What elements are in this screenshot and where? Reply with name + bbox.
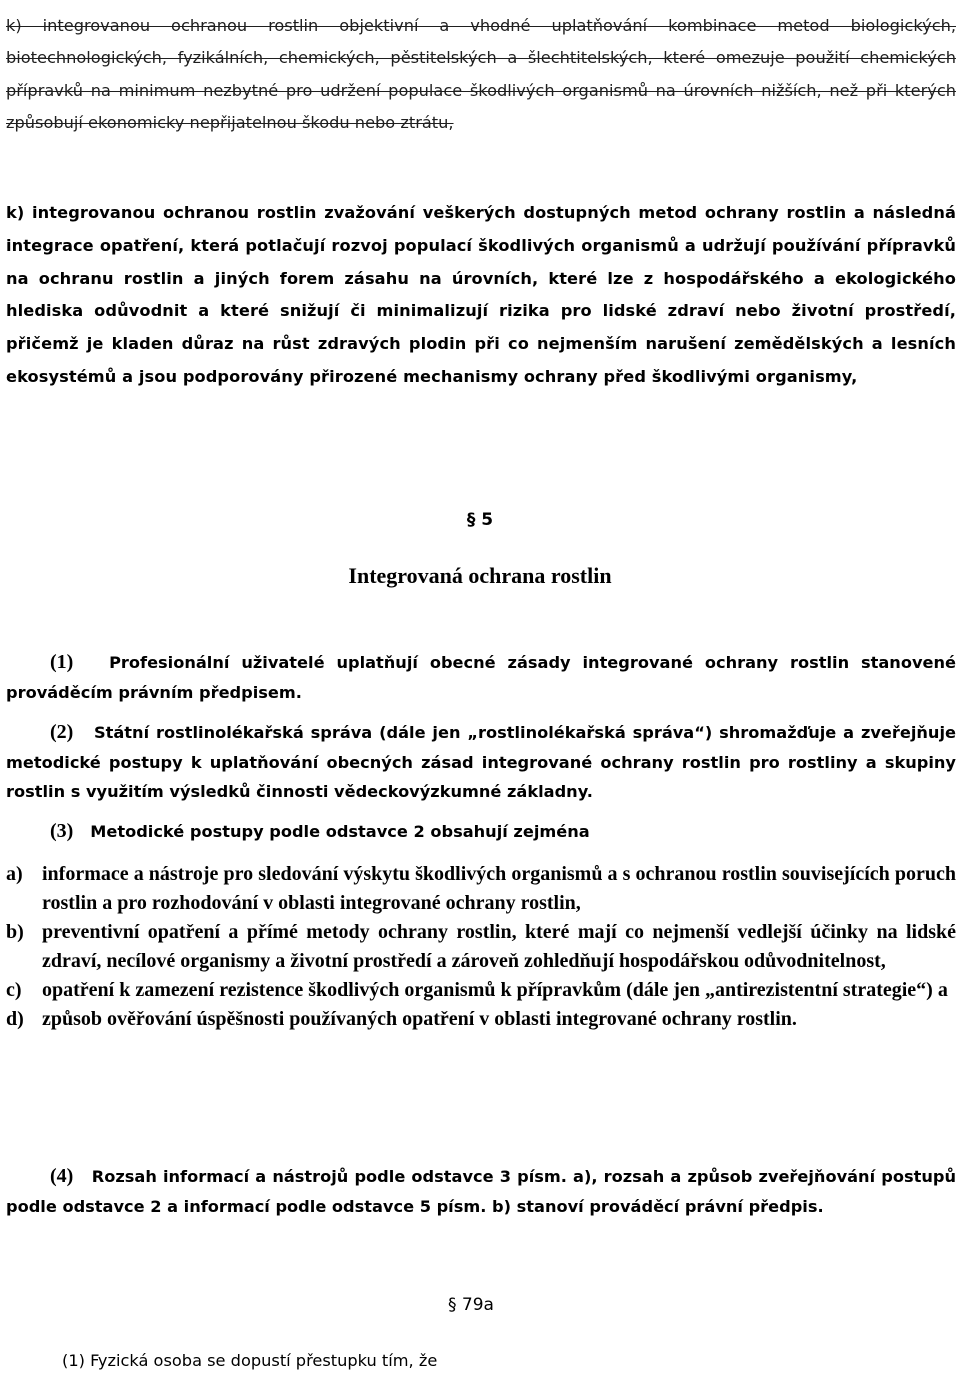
- paragraph-number: (1): [62, 1351, 85, 1370]
- paragraph-number: (2): [50, 721, 74, 743]
- list-item: [6, 918, 956, 976]
- item-letter: a): [6, 863, 23, 885]
- paragraph-text: Fyzická osoba se dopustí přestupku tím, že: [90, 1351, 438, 1370]
- item-letter: c): [6, 979, 22, 1001]
- item-text: preventivní opatření a přímé metody ochrany rostlin, které mají co nejmenší vedlejší účinky na lidské zdraví, necílové organismy a životní prostředí a zároveň zohledňují hospodářskou odůvodnitelnost,: [42, 921, 956, 972]
- list-item: [6, 860, 956, 918]
- item-letter: d): [6, 1008, 24, 1030]
- list-item: [6, 1005, 956, 1034]
- section-5-mark: § 5: [466, 510, 494, 530]
- paragraph-number: (1): [50, 651, 74, 673]
- paragraph-2: [6, 718, 956, 807]
- item-text: způsob ověřování úspěšnosti používaných opatření v oblasti integrované ochrany rostlin.: [42, 1008, 797, 1030]
- paragraph-number: (3): [50, 820, 74, 842]
- item-letter: b): [6, 921, 24, 943]
- struck-definition-paragraph: k) integrovanou ochranou rostlin objektivní a vhodné uplatňování kombinace metod biologických, biotechnologických, fyzikálních, chemických, pěstitelských a šlechtitelských, které omezuje použití chemických přípravků na minimum nezbytné pro udržení populace škodlivých organismů na úrovních nižších, než při kterých způsobují ekonomicky nepřijatelnou škodu nebo ztrátu,: [6, 16, 956, 132]
- new-definition-paragraph: k) integrovanou ochranou rostlin zvažování veškerých dostupných metod ochrany rostlin a následná integrace opatření, která potlačují rozvoj populací škodlivých organismů a udržují používání přípravků na ochranu rostlin a jiných forem zásahu na úrovních, které lze z hospodářského a ekologického hlediska odůvodnit a které snižují či minimalizují rizika pro lidské zdraví nebo životní prostředí, přičemž je kladen důraz na růst zdravých plodin při co nejmenším narušení zemědělských a lesních ekosystémů a jsou podporovány přirozené mechanismy ochrany před škodlivými organismy,: [6, 203, 956, 386]
- paragraph-text: Profesionální uživatelé uplatňují obecné zásady integrované ochrany rostlin stanovené prováděcím právním předpisem.: [6, 653, 956, 702]
- section-title: Integrovaná ochrana rostlin: [348, 563, 612, 588]
- paragraph-1: [6, 648, 956, 707]
- item-text: opatření k zamezení rezistence škodlivých organismů k přípravkům (dále jen „antirezistentní strategie“) a: [42, 979, 948, 1001]
- paragraph-4: [6, 1162, 956, 1221]
- section-79a-first-line: [62, 1351, 437, 1370]
- paragraph-text: Státní rostlinolékařská správa (dále jen „rostlinolékařská správa“) shromažďuje a zveřejňuje metodické postupy k uplatňování obecných zásad integrované ochrany rostlin pro rostliny a skupiny rostlin s využitím výsledků činnosti vědeckovýzkumné základny.: [6, 723, 956, 801]
- paragraph-number: (4): [50, 1165, 74, 1187]
- item-list: [6, 860, 956, 1034]
- section-79a-mark: § 79a: [448, 1295, 494, 1315]
- paragraph-text: Rozsah informací a nástrojů podle odstavce 3 písm. a), rozsah a způsob zveřejňování postupů podle odstavce 2 a informací podle odstavce 5 písm. b) stanoví prováděcí právní předpis.: [6, 1167, 956, 1216]
- list-item: [6, 976, 956, 1005]
- paragraph-text: Metodické postupy podle odstavce 2 obsahují zejména: [90, 822, 590, 841]
- item-text: informace a nástroje pro sledování výskytu škodlivých organismů a s ochranou rostlin souvisejících poruch rostlin a pro rozhodování v oblasti integrované ochrany rostlin,: [42, 863, 956, 914]
- paragraph-3: [6, 817, 956, 847]
